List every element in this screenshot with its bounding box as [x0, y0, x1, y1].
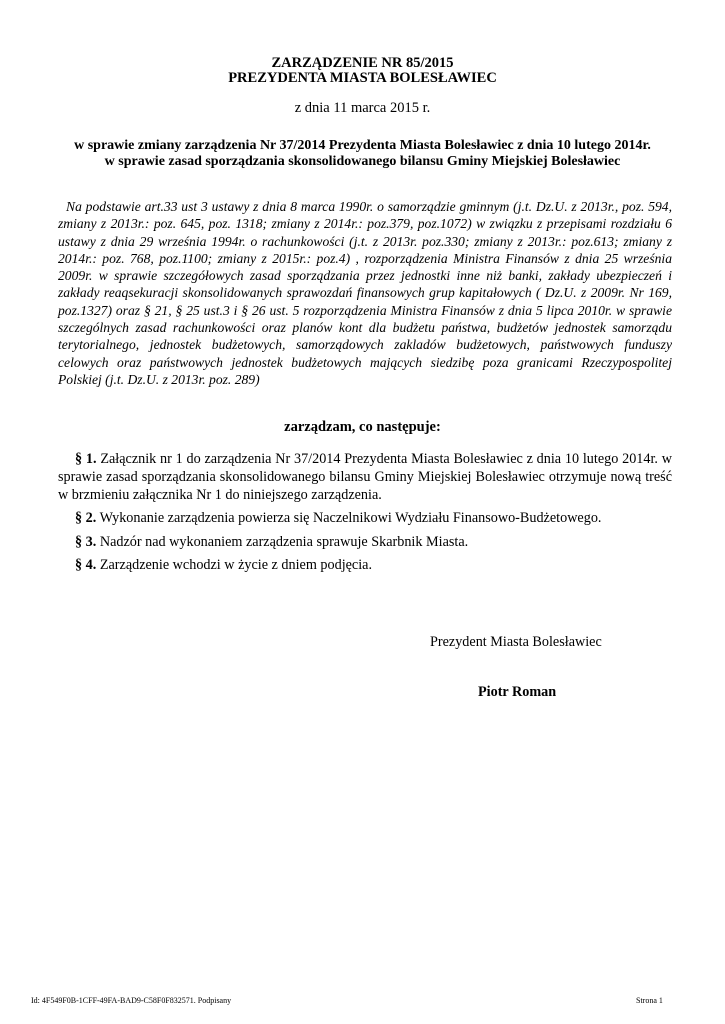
paragraph-number: § 3.: [75, 534, 97, 550]
paragraph-text: Nadzór nad wykonaniem zarządzenia sprawuje Skarbnik Miasta.: [99, 534, 469, 550]
paragraph-3: [58, 534, 672, 552]
signatory-name: Piotr Roman: [478, 684, 557, 700]
subject-line1: w sprawie zmiany zarządzenia Nr 37/2014 Prezydenta Miasta Bolesławiec z dnia 10 lutego 2014r.: [74, 138, 651, 153]
paragraph-text: Zarządzenie wchodzi w życie z dniem podjęcia.: [99, 557, 373, 573]
paragraph-text: Wykonanie zarządzenia powierza się Naczelnikowi Wydziału Finansowo-Budżetowego.: [99, 510, 602, 526]
legal-basis: Na podstawie art.33 ust 3 ustawy z dnia 8 marca 1990r. o samorządzie gminnym (j.t. Dz.U. z 2013r., poz. 594, zmiany z 2013r.: poz. 645, poz. 1318; zmiany z 2014r.: poz.379, poz.1072) w związku z przepisami rozdziału 6 ustawy z dnia 29 września 1994r. o rachunkowości (j.t. z 2013r. poz.330; zmiany z 2013r.: poz.613; zmiany z 2014r.: poz. 768, poz.1100; zmiany z 2015r.: poz.4) , rozporządzenia Ministra Finansów z dnia 25 września 2009r. w sprawie szczegółowych zasad sporządzania przez jednostki inne niż banki, zakłady ubezpieczeń i zakłady reaqsekuracji skonsolidowanych sprawozdań finansowych grup kapitałowych ( Dz.U. z 2009r. Nr 169, poz.1327) oraz § 21, § 25 ust.3 i § 26 ust. 5 rozporządzenia Ministra Finansów z dnia 5 lipca 2010r. w sprawie szczególnych zasad rachunkowości oraz planów kont dla budżetu państwa, budżetów jednostek samorządu terytorialnego, jednostek budżetowych, samorządowych zakladów budżetowych, państwowych funduszy celowych oraz państwowych jednostek budżetowych mających siedzibę poza granicami Rzeczypospolitej Polskiej (j.t. Dz.U. z 2013r. poz. 289): [58, 199, 672, 387]
document-date: z dnia 11 marca 2015 r.: [294, 100, 431, 116]
decree-heading: zarządzam, co następuje:: [284, 419, 441, 435]
paragraph-4: [58, 557, 672, 575]
document-title-line2: PREZYDENTA MIASTA BOLESŁAWIEC: [228, 70, 497, 86]
paragraph-number: § 1.: [75, 451, 97, 467]
paragraph-1: [58, 451, 672, 504]
paragraph-2: [58, 510, 672, 528]
footer-page-number: Strona 1: [636, 996, 663, 1005]
document-title-line1: ZARZĄDZENIE NR 85/2015: [271, 55, 454, 71]
signatory-role: Prezydent Miasta Bolesławiec: [430, 634, 602, 650]
subject-line2: w sprawie zasad sporządzania skonsolidowanego bilansu Gminy Miejskiej Bolesławiec: [104, 154, 621, 169]
paragraph-number: § 2.: [75, 510, 97, 526]
paragraph-number: § 4.: [75, 557, 97, 573]
paragraph-text: Załącznik nr 1 do zarządzenia Nr 37/2014 Prezydenta Miasta Bolesławiec z dnia 10 lutego 2014r. w sprawie zasad sporządzania skonsolidowanego bilansu Gminy Miejskiej Bolesławiec otrzymuje nową treść w brzmieniu załącznika Nr 1 do niniejszego zarządzenia.: [58, 451, 673, 503]
footer-document-id: Id: 4F549F0B-1CFF-49FA-BAD9-C58F0F832571. Podpisany: [31, 996, 232, 1005]
